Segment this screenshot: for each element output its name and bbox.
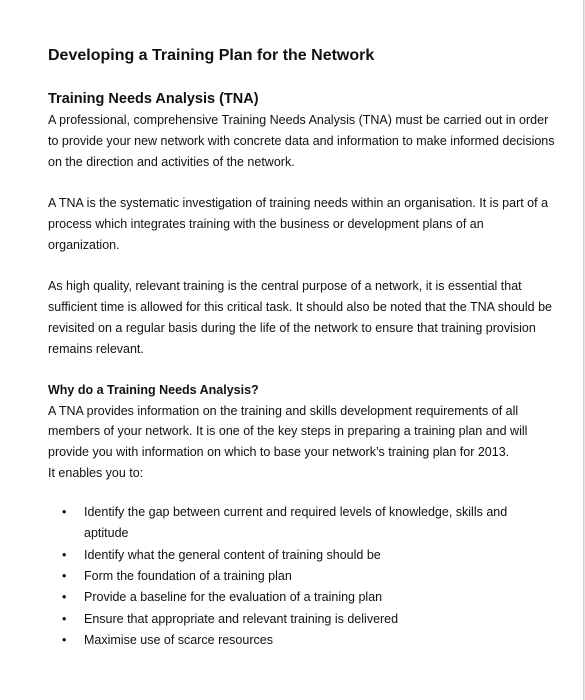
document-title: Developing a Training Plan for the Network [48,47,375,64]
text-line: A TNA is the systematic investigation of training needs within an organisation. It is part of a [48,196,549,211]
list-item [48,502,548,545]
text-line: Identify the gap between current and required levels of knowledge, skills and [84,504,508,519]
list-item [48,545,548,566]
paragraph-why [48,401,548,484]
list-item [48,587,548,608]
paragraph-purpose [48,276,552,359]
text-line: aptitude [84,526,129,541]
text-line: A TNA provides information on the training and skills development requirements of all [48,403,519,418]
list-item [48,609,548,630]
text-line: As high quality, relevant training is the central purpose of a network, it is essential that [48,279,522,294]
bullet-icon: • [62,568,67,583]
text-line: Ensure that appropriate and relevant training is delivered [84,611,399,626]
text-line: members of your network. It is one of the key steps in preparing a training plan and will [48,424,528,439]
document-content [48,44,555,652]
text-line: sufficient time is allowed for this critical task. It should also be noted that the TNA should be [48,300,552,315]
bullet-list [48,502,548,652]
text-line: Maximise use of scarce resources [84,633,273,648]
bullet-icon: • [62,633,67,648]
paragraph-definition [48,193,548,255]
bullet-icon: • [62,504,67,519]
text-line: Provide a baseline for the evaluation of a training plan [84,590,383,605]
list-item [48,566,548,587]
bullet-icon: • [62,547,67,562]
text-line: Identify what the general content of training should be [84,547,381,562]
text-line: A professional, comprehensive Training Needs Analysis (TNA) must be carried out in order [48,113,549,127]
text-line: provide you with information on which to base your network’s training plan for 2013. [48,445,510,460]
text-line: Form the foundation of a training plan [84,568,292,583]
section-heading-why: Why do a Training Needs Analysis? [48,382,259,397]
text-line: organization. [48,237,120,252]
text-line: on the direction and activities of the network. [48,154,295,169]
section-heading-tna: Training Needs Analysis (TNA) [48,91,259,107]
bullet-icon: • [62,590,67,605]
list-item [48,630,548,651]
bullet-icon: • [62,611,67,626]
paragraph-intro [48,110,555,172]
text-line: remains relevant. [48,341,144,356]
text-line: to provide your new network with concrete data and information to make informed decisions [48,133,555,148]
text-line: revisited on a regular basis during the life of the network to ensure that training provision [48,320,536,335]
text-line: It enables you to: [48,465,144,480]
text-line: process which integrates training with the business or development plans of an [48,216,484,231]
